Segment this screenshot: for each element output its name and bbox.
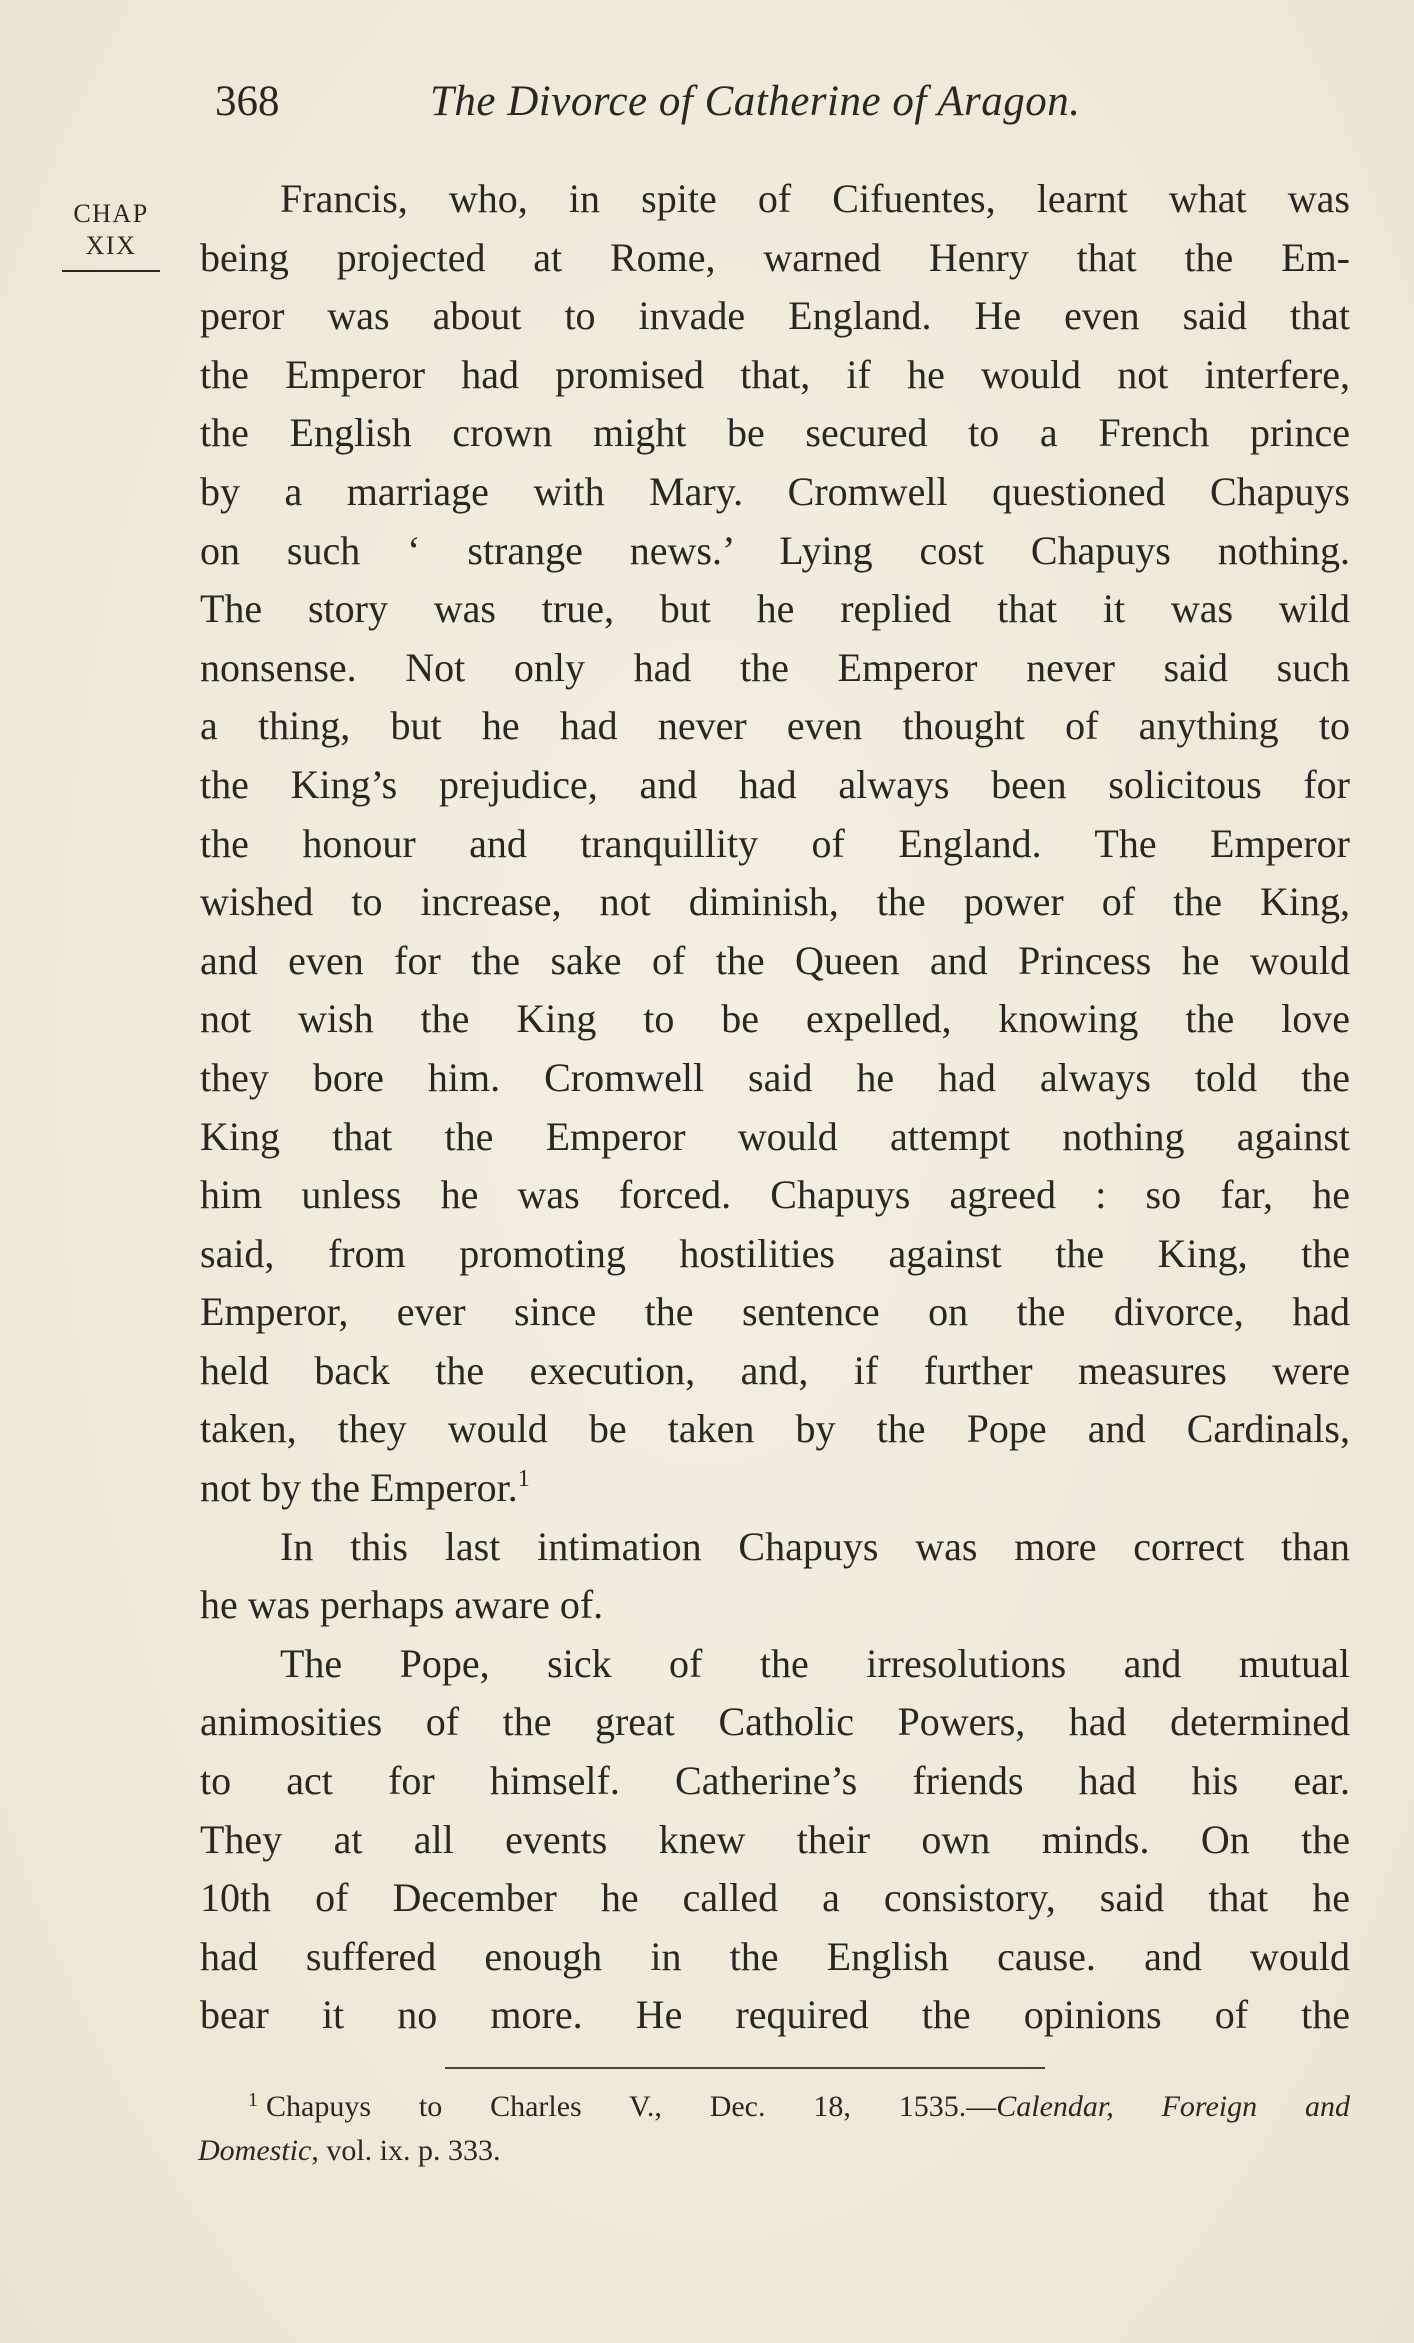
page-number: 368 <box>215 78 280 125</box>
footnote-text-italic: Calendar, Foreign and <box>996 2090 1350 2123</box>
text-line: the honour and tranquillity of England. The Emperor <box>200 820 1350 866</box>
text-line: peror was about to invade England. He even said that <box>200 293 1350 339</box>
text-line: wished to increase, not diminish, the power of the King, <box>200 879 1350 925</box>
text-line: him unless he was forced. Chapuys agreed : so far, he <box>200 1172 1350 1218</box>
footnote-line <box>198 2129 1350 2173</box>
text-line: not wish the King to be expelled, knowing the love <box>200 996 1350 1042</box>
text-line: 10th of December he called a consistory, said that he <box>200 1875 1350 1921</box>
text-line: held back the execution, and, if further measures were <box>200 1347 1350 1393</box>
text-line: said, from promoting hostilities against the King, the <box>200 1230 1350 1276</box>
text-line: the English crown might be secured to a French prince <box>200 410 1350 456</box>
text-line: and even for the sake of the Queen and Princess he would <box>200 937 1350 983</box>
text-line: King that the Emperor would attempt nothing against <box>200 1113 1350 1159</box>
text-line: bear it no more. He required the opinions of the <box>200 1992 1350 2038</box>
text-line: taken, they would be taken by the Pope and Cardinals, <box>200 1406 1350 1452</box>
running-head <box>205 72 1170 132</box>
text-line: the Emperor had promised that, if he would not interfere, <box>200 351 1350 397</box>
text-line: They at all events knew their own minds. On the <box>200 1816 1350 1862</box>
text-line: Emperor, ever since the sentence on the divorce, had <box>200 1289 1350 1335</box>
footnote-marker: 1 <box>248 2089 258 2111</box>
chapter-number: XIX <box>62 230 160 272</box>
text-line: on such ‘ strange news.’ Lying cost Chapuys nothing. <box>200 527 1350 573</box>
text-line: nonsense. Not only had the Emperor never said such <box>200 644 1350 690</box>
footnote-reference[interactable]: 1 <box>517 1466 530 1493</box>
text-line: The story was true, but he replied that it was wild <box>200 586 1350 632</box>
text-line: Francis, who, in spite of Cifuentes, learnt what was <box>280 176 1350 221</box>
text-line: they bore him. Cromwell said he had always told the <box>200 1054 1350 1100</box>
text-line: The Pope, sick of the irresolutions and mutual <box>280 1640 1350 1686</box>
footnote-text-italic: Domestic <box>198 2134 312 2167</box>
text-line-with-footnote <box>200 1459 1350 1518</box>
chapter-marginal-note <box>62 198 160 272</box>
text-line: In this last intimation Chapuys was more correct than <box>280 1523 1350 1569</box>
text-line: to act for himself. Catherine’s friends had his ear. <box>200 1758 1350 1804</box>
footnote-text: Chapuys to Charles V., Dec. 18, 1535.— <box>266 2090 997 2123</box>
footnote-text: , vol. ix. p. 333. <box>311 2134 501 2167</box>
footnote-line <box>198 2085 1350 2129</box>
text-line: animosities of the great Catholic Powers, had determined <box>200 1699 1350 1745</box>
text-line: he was perhaps aware of. <box>200 1582 604 1628</box>
running-title: The Divorce of Catherine of Aragon. <box>430 78 1081 125</box>
text-line: had suffered enough in the English cause. and would <box>200 1933 1350 1979</box>
text-line: not by the Emperor. <box>200 1465 518 1511</box>
body-text <box>200 170 1350 2045</box>
text-line: a thing, but he had never even thought of anything to <box>200 703 1350 749</box>
footnote <box>198 2085 1350 2173</box>
text-line: the King’s prejudice, and had always been solicitous for <box>200 761 1350 807</box>
text-line: by a marriage with Mary. Cromwell questioned Chapuys <box>200 468 1350 514</box>
footnote-divider <box>445 2067 1045 2069</box>
text-line: being projected at Rome, warned Henry that the Em- <box>200 234 1350 280</box>
chapter-word: CHAP <box>73 199 149 228</box>
